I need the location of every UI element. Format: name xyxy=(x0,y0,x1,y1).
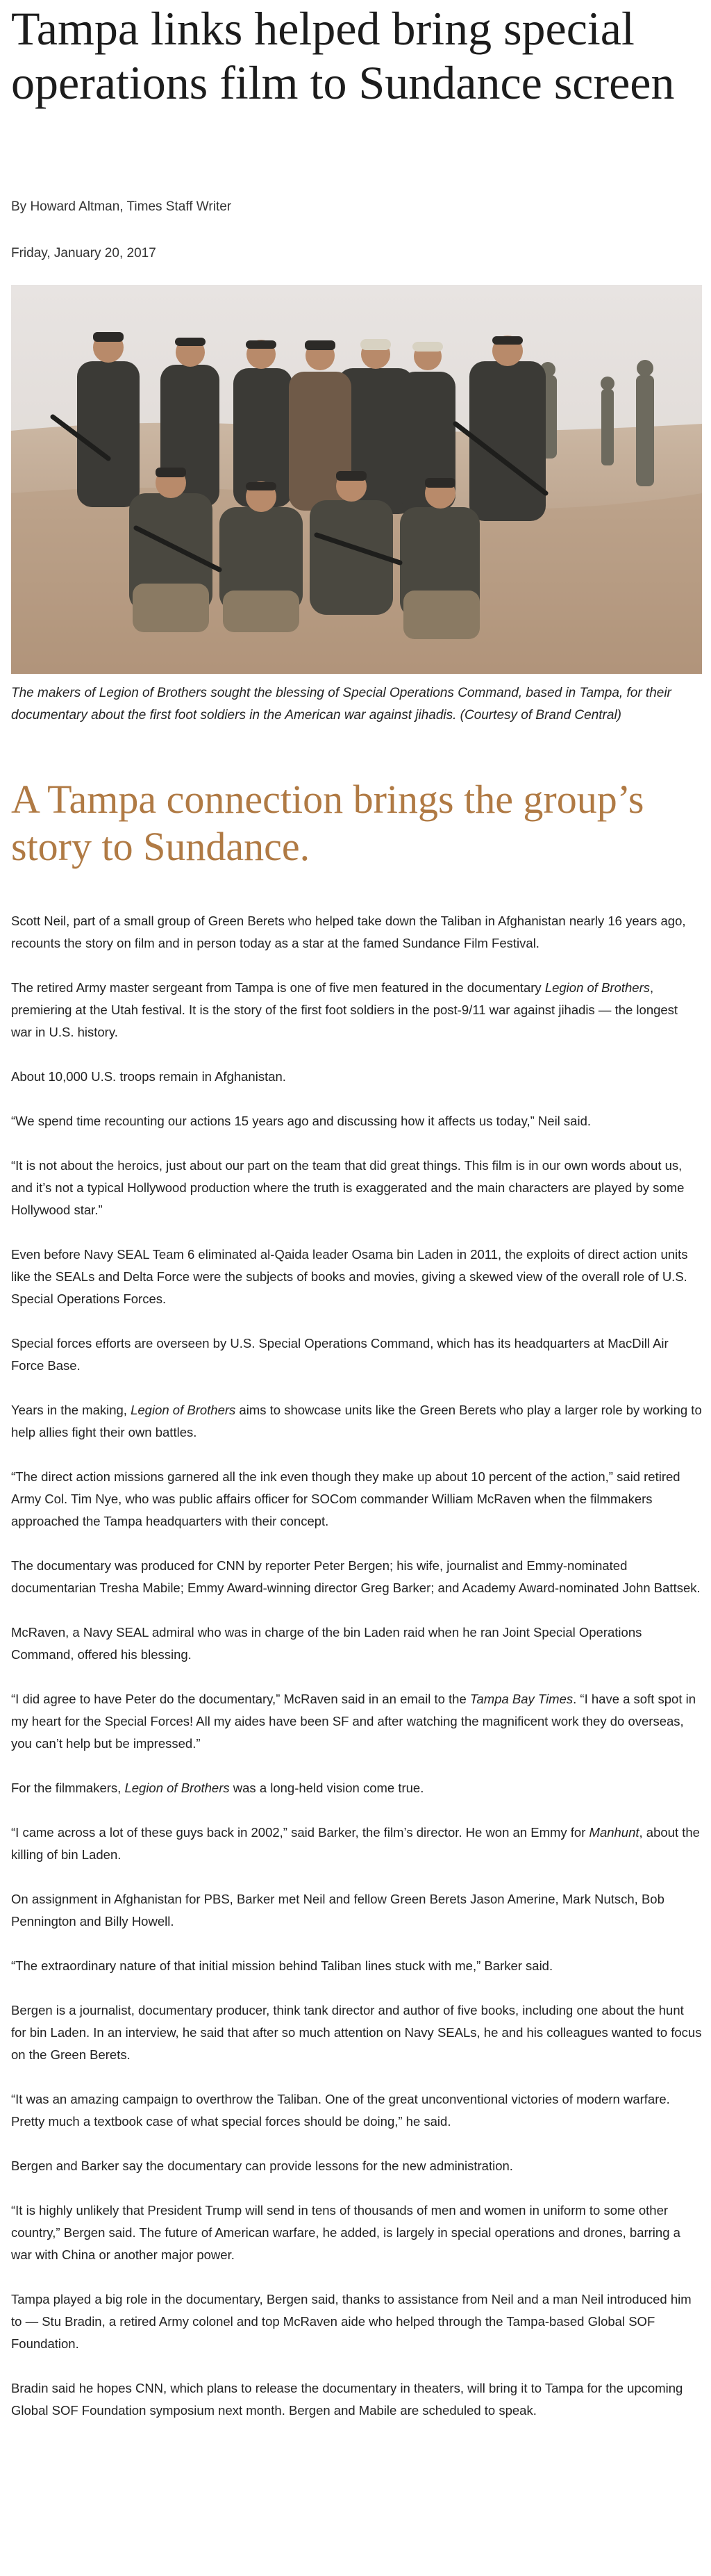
body-paragraph xyxy=(11,1777,702,1799)
paragraph-text: “I did agree to have Peter do the documentary,” McRaven said in an email to the xyxy=(11,1692,470,1706)
italic-title: Manhunt xyxy=(589,1825,639,1840)
body-paragraph xyxy=(11,2377,702,2422)
caption-film-title: Legion of Brothers xyxy=(99,686,207,700)
paragraph-text: For the filmmakers, xyxy=(11,1781,125,1795)
paragraph-text: Even before Navy SEAL Team 6 eliminated al-Qaida leader Osama bin Laden in 2011, the exploits of direct action units like the SEALs and Delta Force were the subjects of books and movies, giving a skewed view of the overall role of U.S. Special Operations Forces. xyxy=(11,1247,688,1306)
paragraph-text: Tampa played a big role in the documentary, Bergen said, thanks to assistance from Neil and a man Neil introduced him to — Stu Bradin, a retired Army colonel and top McRaven aide who helped through the Tampa-based Global SOF Foundation. xyxy=(11,2292,692,2351)
body-paragraph xyxy=(11,2088,702,2133)
article-body xyxy=(11,910,702,2444)
article-photo xyxy=(11,285,702,674)
paragraph-text: , about the killing of bin Laden. xyxy=(11,1825,700,1862)
pull-quote: A Tampa connection brings the group’s story to Sundance. xyxy=(11,777,644,869)
body-paragraph xyxy=(11,977,702,1043)
paragraph-text: McRaven, a Navy SEAL admiral who was in charge of the bin Laden raid when he ran Joint Special Operations Command, offered his blessing. xyxy=(11,1625,642,1662)
paragraph-text: The retired Army master sergeant from Tampa is one of five men featured in the documentary xyxy=(11,980,545,995)
paragraph-text: The documentary was produced for CNN by reporter Peter Bergen; his wife, journalist and Emmy-nominated documentarian Tresha Mabile; Emmy Award-winning director Greg Barker; and Academy Award-nominated John Battsek. xyxy=(11,1558,701,1595)
body-paragraph xyxy=(11,1688,702,1755)
paragraph-text: “It is not about the heroics, just about our part on the team that did great things. This film is in our own words about us, and it’s not a typical Hollywood production where the truth is exaggerated and the main characters are played by some Hollywood star.” xyxy=(11,1158,685,1217)
body-paragraph xyxy=(11,2199,702,2266)
body-paragraph xyxy=(11,1888,702,1933)
paragraph-text: About 10,000 U.S. troops remain in Afghanistan. xyxy=(11,1069,286,1084)
body-paragraph xyxy=(11,1955,702,1977)
body-paragraph xyxy=(11,2288,702,2355)
headline: Tampa links helped bring special operations film to Sundance screen xyxy=(11,2,675,109)
paragraph-text: Scott Neil, part of a small group of Green Berets who helped take down the Taliban in Afghanistan nearly 16 years ago, recounts the story on film and in person today as a star at the famed Sundance Film Festival. xyxy=(11,914,686,950)
paragraph-text: “We spend time recounting our actions 15 years ago and discussing how it affects us today,” Neil said. xyxy=(11,1114,592,1128)
paragraph-text: Bradin said he hopes CNN, which plans to release the documentary in theaters, will bring it to Tampa for the upcoming Global SOF Foundation symposium next month. Bergen and Mabile are scheduled to speak. xyxy=(11,2381,683,2418)
paragraph-text: Special forces efforts are overseen by U.S. Special Operations Command, which has its headquarters at MacDill Air Force Base. xyxy=(11,1336,669,1373)
body-paragraph xyxy=(11,1244,702,1310)
italic-title: Legion of Brothers xyxy=(131,1403,236,1417)
body-paragraph xyxy=(11,2155,702,2177)
body-paragraph xyxy=(11,1332,702,1377)
caption-prefix: The makers of xyxy=(11,686,99,700)
italic-title: Legion of Brothers xyxy=(124,1781,230,1795)
italic-title: Legion of Brothers xyxy=(544,980,650,995)
body-paragraph xyxy=(11,1155,702,1221)
caption-rest: sought the blessing of Special Operations Command, based in Tampa, for their documentary about the first foot soldiers in the American war against jihadis. (Courtesy of Brand Central) xyxy=(11,686,671,723)
paragraph-text: was a long-held vision come true. xyxy=(229,1781,424,1795)
paragraph-text: “It was an amazing campaign to overthrow the Taliban. One of the great unconventional victories of modern warfare. Pretty much a textbook case of what special forces should be doing,” he said. xyxy=(11,2092,670,2129)
body-paragraph xyxy=(11,1555,702,1599)
body-paragraph xyxy=(11,1822,702,1866)
paragraph-text: “I came across a lot of these guys back in 2002,” said Barker, the film’s director. He won an Emmy for xyxy=(11,1825,589,1840)
body-paragraph xyxy=(11,1999,702,2066)
paragraph-text: . “I have a soft spot in my heart for the Special Forces! All my aides have been SF and after watching the magnificent work they do overseas, you can’t help but be impressed.” xyxy=(11,1692,696,1751)
paragraph-text: “The direct action missions garnered all the ink even though they make up about 10 percent of the action,” said retired Army Col. Tim Nye, who was public affairs officer for SOCom commander William McRaven when the filmmakers approached the Tampa headquarters with their concept. xyxy=(11,1469,680,1528)
paragraph-text: , premiering at the Utah festival. It is the story of the first foot soldiers in the post-9/11 war against jihadis — the longest war in U.S. history. xyxy=(11,980,678,1039)
publish-date: Friday, January 20, 2017 xyxy=(11,246,156,261)
paragraph-text: Years in the making, xyxy=(11,1403,131,1417)
paragraph-text: “It is highly unlikely that President Trump will send in tens of thousands of men and women in uniform to some other country,” Bergen said. The future of American warfare, he added, is largely in special operations and drones, barring a war with China or another major power. xyxy=(11,2203,680,2262)
body-paragraph xyxy=(11,1621,702,1666)
byline: By Howard Altman, Times Staff Writer xyxy=(11,199,232,214)
body-paragraph xyxy=(11,1466,702,1533)
body-paragraph xyxy=(11,1399,702,1444)
paragraph-text: On assignment in Afghanistan for PBS, Barker met Neil and fellow Green Berets Jason Amerine, Mark Nutsch, Bob Pennington and Billy Howell. xyxy=(11,1892,664,1929)
paragraph-text: “The extraordinary nature of that initial mission behind Taliban lines stuck with me,” Barker said. xyxy=(11,1958,553,1973)
photo-caption xyxy=(11,682,702,727)
body-paragraph xyxy=(11,1066,702,1088)
paragraph-text: Bergen is a journalist, documentary producer, think tank director and author of five books, including one about the hunt for bin Laden. In an interview, he said that after so much attention on Navy SEALs, he and his colleagues wanted to focus on the Green Berets. xyxy=(11,2003,702,2062)
paragraph-text: Bergen and Barker say the documentary can provide lessons for the new administration. xyxy=(11,2158,513,2173)
body-paragraph xyxy=(11,1110,702,1132)
body-paragraph xyxy=(11,910,702,955)
paragraph-text: aims to showcase units like the Green Berets who play a larger role by working to help allies fight their own battles. xyxy=(11,1403,702,1439)
italic-title: Tampa Bay Times xyxy=(469,1692,574,1706)
